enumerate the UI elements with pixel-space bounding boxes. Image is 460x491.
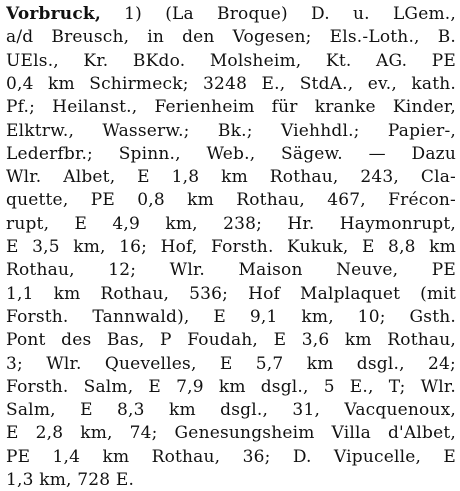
entry-line-4: 0,4 km Schirmeck; 3248 E., StdA., ev., kath. bbox=[6, 73, 456, 94]
entry-line-21: 1,3 km, 728 E. bbox=[6, 470, 135, 490]
entry-line-1 bbox=[6, 3, 456, 25]
entry-line-15: Pont des Bas, P Foudah, E 3,6 km Rothau, bbox=[6, 330, 456, 351]
entry-line-10: rupt, E 4,9 km, 238; Hr. Haymonrupt, bbox=[6, 213, 456, 234]
entry-line-13: 1,1 km Rothau, 536; Hof Malplaquet (mit bbox=[6, 283, 456, 304]
entry-line-9: quette, PE 0,8 km Rothau, 467, Frécon- bbox=[6, 190, 456, 211]
entry-line-17: Forsth. Salm, E 7,9 km dsgl., 5 E., T; Wlr. bbox=[6, 376, 456, 397]
entry-line-20: PE 1,4 km Rothau, 36; D. Vipucelle, E bbox=[6, 446, 456, 467]
entry-line-11: E 3,5 km, 16; Hof, Forsth. Kukuk, E 8,8 km bbox=[6, 237, 456, 257]
entry-line-8: Wlr. Albet, E 1,8 km Rothau, 243, Cla- bbox=[6, 167, 456, 188]
entry-line-18: Salm, E 8,3 km dsgl., 31, Vacquenoux, bbox=[6, 400, 456, 421]
entry-line-14: Forsth. Tannwald), E 9,1 km, 10; Gsth. bbox=[6, 306, 456, 327]
entry-line-5: Pf.; Heilanst., Ferienheim für kranke Kinder, bbox=[6, 97, 456, 118]
entry-line-2: a/d Breusch, in den Vogesen; Els.-Loth., B. bbox=[6, 27, 456, 48]
entry-line-3: UEls., Kr. BKdo. Molsheim, Kt. AG. PE bbox=[6, 50, 456, 71]
gazetteer-entry bbox=[6, 3, 456, 489]
entry-line-19: E 2,8 km, 74; Genesungsheim Villa d'Albet, bbox=[6, 423, 456, 444]
entry-line-6: Elktrw., Wasserw.; Bk.; Viehhdl.; Papier-, bbox=[6, 120, 456, 141]
entry-line-16: 3; Wlr. Quevelles, E 5,7 km dsgl., 24; bbox=[6, 353, 456, 374]
entry-headword: Vorbruck, bbox=[6, 4, 101, 24]
entry-line-12: Rothau, 12; Wlr. Maison Neuve, PE bbox=[6, 260, 456, 281]
entry-line-7: Lederfbr.; Spinn., Web., Sägew. — Dazu bbox=[6, 143, 456, 164]
entry-line-1-text: 1) (La Broque) D. u. LGem., bbox=[100, 4, 456, 24]
